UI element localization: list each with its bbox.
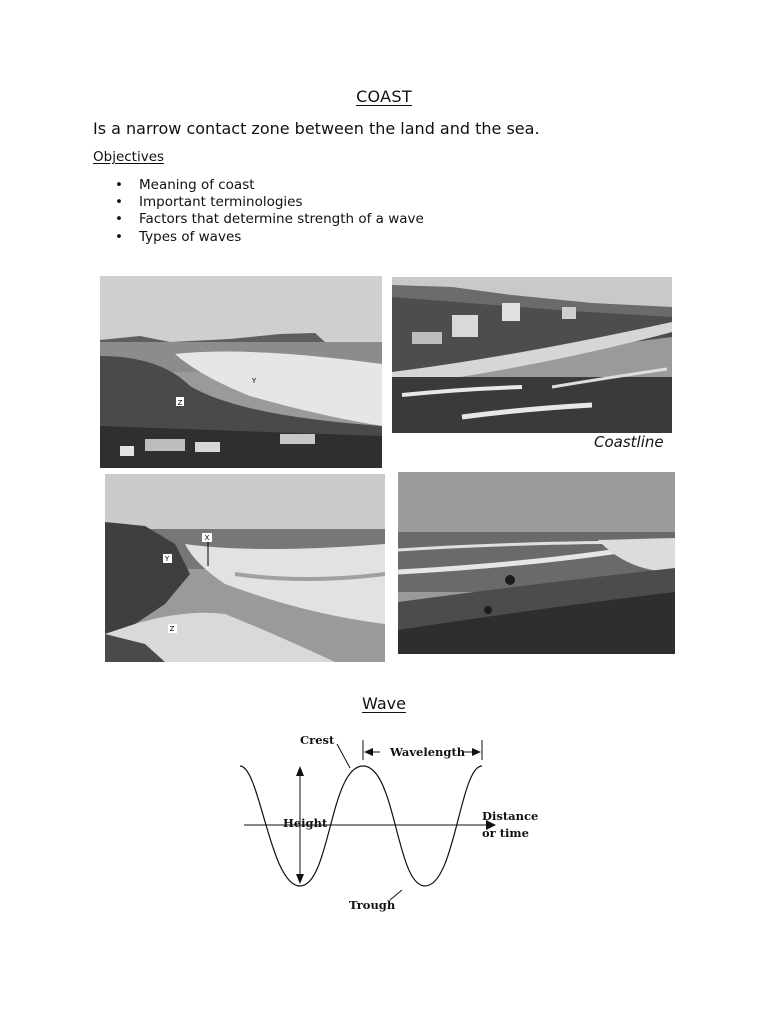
coast-definition: Is a narrow contact zone between the land and the sea. — [93, 119, 540, 138]
coast-photo-bay — [100, 276, 382, 468]
wave-heading: Wave — [362, 694, 406, 713]
trough-label: Trough — [349, 898, 396, 912]
arrow-right-icon — [472, 748, 481, 756]
photo-label-x: X — [204, 534, 210, 542]
photo-label-z: Z — [177, 399, 183, 407]
distance-label: Distance — [482, 809, 539, 823]
objective-item: • Meaning of coast — [113, 177, 424, 194]
distance-label-line2: or time — [482, 826, 529, 840]
wavelength-label: Wavelength — [390, 745, 466, 759]
page-title: COAST — [356, 87, 412, 106]
coast-photo-shore — [398, 472, 675, 654]
arrow-left-icon — [364, 748, 373, 756]
objective-item: • Types of waves — [113, 229, 424, 246]
coast-photo-coastline — [392, 277, 672, 433]
objectives-heading: Objectives — [93, 149, 165, 165]
wave-curve — [240, 766, 482, 886]
arrow-up-icon — [296, 766, 304, 776]
photo-label-y: Y — [164, 555, 170, 563]
coast-photo-cliff — [105, 474, 385, 662]
photo-caption: Coastline — [594, 433, 664, 451]
crest-pointer — [337, 744, 350, 768]
height-label: Height — [283, 816, 328, 830]
objective-item: • Important terminologies — [113, 194, 424, 211]
objective-item: • Factors that determine strength of a wave — [113, 211, 424, 228]
photo-label-y: Y — [251, 377, 257, 385]
objectives-list — [113, 177, 424, 246]
wave-diagram — [230, 728, 540, 918]
crest-label: Crest — [300, 733, 335, 747]
arrow-down-icon — [296, 874, 304, 884]
photo-label-z: Z — [169, 625, 175, 633]
